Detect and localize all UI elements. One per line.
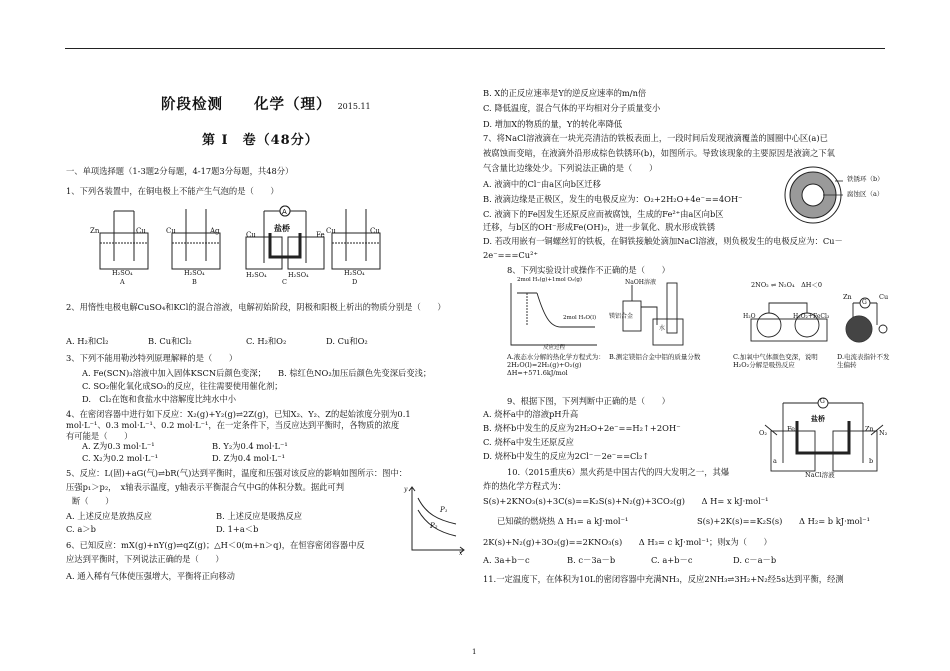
q2-option-b: B. Cu和Cl₂ bbox=[148, 336, 192, 346]
question-7-line-2: 被腐蚀而变暗，在液滴外沿形成棕色铁锈环(b)，如图所示。导致该现象的主要原因是液滴之下氧 bbox=[483, 148, 835, 158]
q7-droplet-drawing bbox=[783, 165, 843, 225]
q8-b-water-label: 水 bbox=[659, 325, 666, 332]
q6-option-b: B. X的正反应速率是Y的逆反应速率的m/n倍 bbox=[483, 88, 647, 98]
title-text: 阶段检测 化学（理） bbox=[161, 96, 332, 113]
q8-caption-d: D.电流表指针不发生偏转 bbox=[837, 353, 890, 370]
q5-figure bbox=[404, 486, 466, 558]
q8-b-naoh-label: NaOH溶液 bbox=[625, 279, 656, 286]
q1-d-electrode-1: Cu bbox=[326, 227, 336, 235]
q7-option-c-line-2: 迁移，与b区的OH⁻形成Fe(OH)₂，进一步氧化、脱水形成铁锈 bbox=[483, 222, 716, 232]
q7-option-c-line-1: C. 液滴下的Fe因发生还原反应而被腐蚀，生成的Fe²⁺由a区向b区 bbox=[483, 209, 724, 219]
q8-d-galvanometer-label: G bbox=[862, 299, 867, 306]
paper-title bbox=[161, 96, 371, 114]
q1-solution-c1: H₂SO₄ bbox=[246, 271, 267, 279]
q1-a-electrode-1: Zn bbox=[90, 227, 100, 235]
q6-option-a: A. 通入稀有气体使压强增大，平衡将正向移动 bbox=[66, 571, 235, 581]
q9-salt-bridge-label: 盐桥 bbox=[811, 414, 825, 423]
svg-text:A: A bbox=[282, 208, 287, 216]
page-number: 1 bbox=[472, 648, 477, 656]
q7-option-b: B. 液滴边缘是正极区，发生的电极反应为：O₂+2H₂O+4e⁻==4OH⁻ bbox=[483, 194, 743, 204]
q9-option-a: A. 烧杯a中的溶液pH升高 bbox=[483, 409, 579, 419]
q3-option-b: B. 棕红色NO₂加压后颜色先变深后变浅； bbox=[278, 368, 432, 378]
question-10-line-2: 炸的热化学方程式为： bbox=[483, 481, 566, 491]
q9-option-c: C. 烧杯a中发生还原反应 bbox=[483, 437, 574, 447]
q8-a-bottom-level: 2mol H₂O(l) bbox=[563, 315, 597, 321]
q7-option-d-line-1: D. 若改用嵌有一铜螺丝钉的铁板，在铜铁接触处滴加NaCl溶液，则负极发生的电极反应为：Cu－ bbox=[483, 236, 843, 246]
question-5-line-1: 5、反应：L(固)+aG(气)⇌bR(气)达到平衡时，温度和压强对该反应的影响如图所示：图中： bbox=[66, 468, 408, 478]
q4-option-d: D. Z为0.4 mol·L⁻¹ bbox=[212, 453, 285, 463]
question-9: 9、根据下图，下列判断中正确的是（ ） bbox=[507, 396, 670, 406]
q8-c-peroxide-label: H₂O₂+FeCl₃ bbox=[793, 313, 830, 320]
q1-figure bbox=[90, 203, 396, 287]
q9-zn-label: Zn bbox=[865, 425, 874, 433]
q5-option-d: D. 1+a＜b bbox=[216, 524, 259, 534]
q5-curve-label-1: P₁ bbox=[440, 506, 448, 514]
q8-figure bbox=[507, 279, 888, 384]
question-1: 1、下列各装置中，在铜电极上不能产生气泡的是（ ） bbox=[66, 186, 279, 196]
question-6-line-2: 应达到平衡时，下列说法正确的是（ ） bbox=[66, 554, 224, 564]
q1-d-electrode-2: Cu bbox=[370, 227, 380, 235]
q8-caption-b: B.测定镁铝合金中铝的质量分数 bbox=[609, 353, 701, 361]
q2-option-c: C. H₂和O₂ bbox=[246, 336, 287, 346]
q4-option-b: B. Y₂为0.4 mol·L⁻¹ bbox=[212, 441, 288, 451]
q1-solution-a: H₂SO₄ bbox=[112, 269, 133, 277]
q3-option-a: A. Fe(SCN)₃溶液中加入固体KSCN后颜色变深； bbox=[82, 368, 266, 378]
question-7-line-3: 气含量比边缘处少。下列说法正确的是（ ） bbox=[483, 163, 658, 173]
question-11: 11.一定温度下，在体积为10L的密闭容器中充满NH₃，反应2NH₃⇌3H₂+N₂经5s达到平衡，经测 bbox=[483, 574, 844, 584]
q1-b-electrode-1: Cu bbox=[166, 227, 176, 235]
q1-a-electrode-2: Cu bbox=[136, 227, 146, 235]
q8-a-top-level: 2mol H₂(g)+1mol O₂(g) bbox=[517, 277, 583, 283]
q8-b-alloy-label: 镁铝合金 bbox=[609, 313, 634, 320]
q7-corrosion-zone-label: 腐蚀区（a） bbox=[847, 190, 884, 198]
q4-option-a: A. Z为0.3 mol·L⁻¹ bbox=[82, 441, 155, 451]
title-date: 2015.11 bbox=[337, 102, 371, 111]
q1-b-electrode-2: Ag bbox=[210, 227, 220, 235]
q8-caption-c: C.加氧中气体颜色变深，说明H₂O₂分解是吸热反应 bbox=[733, 353, 818, 370]
question-5-line-2: 压强p₁＞p₂， x轴表示温度，y轴表示平衡混合气中G的体积分数。据此可判 bbox=[66, 482, 345, 492]
q9-option-b: B. 烧杯b中发生的反应为2H₂O+2e⁻==H₂↑+2OH⁻ bbox=[483, 423, 681, 433]
question-10-line-1: 10.（2015重庆6）黑火药是中国古代的四大发明之一，其爆 bbox=[507, 467, 730, 477]
q8-d-zn-label: Zn bbox=[843, 293, 852, 301]
q8-c-water-label: H₂O bbox=[743, 313, 756, 320]
q3-option-d: D. Cl₂在饱和食盐水中溶解度比纯水中小 bbox=[82, 394, 237, 404]
q10-option-d: D. c－a－b bbox=[733, 555, 777, 565]
q10-option-c: C. a+b－c bbox=[651, 555, 693, 565]
q10-option-a: A. 3a+b－c bbox=[483, 555, 530, 565]
q7-rust-ring-label: 铁锈环（b） bbox=[847, 175, 884, 183]
q1-solution-d: H₂SO₄ bbox=[344, 269, 365, 277]
q5-option-c: C. a＞b bbox=[66, 524, 96, 534]
q10-equation-2a: 已知碳的燃烧热 Δ H₁= a kJ·mol⁻¹ bbox=[497, 516, 629, 526]
q1-c-electrode-1: Cu bbox=[246, 231, 256, 239]
q1-letter-b: B bbox=[192, 278, 197, 286]
question-3: 3、下列不能用勒沙特列原理解释的是（ ） bbox=[66, 353, 238, 363]
q10-equation-2b: S(s)+2K(s)==K₂S(s) Δ H₂= b kJ·mol⁻¹ bbox=[697, 516, 870, 526]
q8-d-cu-label: Cu bbox=[879, 293, 889, 301]
question-8: 8、下列实验设计或操作不正确的是（ ） bbox=[507, 265, 670, 275]
q1-salt-bridge-label: 盐桥 bbox=[274, 223, 290, 233]
q1-solution-b: H₂SO₄ bbox=[184, 269, 205, 277]
section-heading: 第 Ⅰ 卷（48分） bbox=[202, 133, 319, 148]
q1-c-electrode-2: Fe bbox=[316, 231, 325, 239]
q1-letter-d: D bbox=[352, 278, 358, 286]
q9-galvanometer-label: G bbox=[820, 398, 825, 405]
q9-nitrogen-label: N₂ bbox=[879, 429, 888, 437]
q9-cell-drawing bbox=[759, 397, 889, 481]
q8-a-axis-label: 反应过程 bbox=[543, 345, 566, 351]
q9-beaker-b-label: b bbox=[869, 457, 874, 465]
q6-option-d: D. 增加X的物质的量，Y的转化率降低 bbox=[483, 119, 623, 129]
q1-solution-c2: H₂SO₄ bbox=[288, 271, 309, 279]
q1-letter-c: C bbox=[282, 278, 287, 286]
q2-option-d: D. Cu和O₂ bbox=[326, 336, 368, 346]
q9-nacl-label: NaCl溶液 bbox=[805, 471, 835, 479]
question-2: 2、用惰性电极电解CuSO₄和KCl的混合溶液，电解初始阶段，阴极和阳极上析出的物质分别是（ ） bbox=[66, 302, 446, 312]
question-4-line-3: 有可能是（ ） bbox=[66, 431, 133, 441]
q3-option-c: C. SO₂催化氧化成SO₃的反应，往往需要使用催化剂； bbox=[82, 381, 283, 391]
q7-figure bbox=[783, 165, 884, 225]
q9-figure bbox=[759, 397, 889, 481]
q10-equation-1: S(s)+2KNO₃(s)+3C(s)==K₂S(s)+N₂(g)+3CO₂(g) Δ H= x kJ·mol⁻¹ bbox=[483, 496, 769, 506]
q7-option-a: A. 液滴中的Cl⁻由a区向b区迁移 bbox=[483, 179, 601, 189]
question-4-line-1: 4、在密闭容器中进行如下反应：X₂(g)+Y₂(g)⇌2Z(g)，已知X₂、Y₂、Z的起始浓度分别为0.1 bbox=[66, 409, 411, 419]
q1-letter-a: A bbox=[120, 278, 125, 286]
q10-equation-3: 2K(s)+N₂(g)+3O₂(g)==2KNO₃(s) Δ H₃= c kJ·mol⁻¹；则x为（ ） bbox=[483, 537, 772, 547]
q9-fe-label: Fe bbox=[787, 425, 796, 433]
q4-option-c: C. X₂为0.2 mol·L⁻¹ bbox=[82, 453, 159, 463]
q8-c-equilibrium-label: 2NO₂ ⇌ N₂O₄ ΔH＜0 bbox=[751, 281, 823, 289]
q5-axis-x: x bbox=[459, 550, 463, 557]
q5-axis-y: y bbox=[404, 486, 408, 493]
question-7-line-1: 7、将NaCl溶液滴在一块光亮清洁的铁板表面上，一段时间后发现液滴覆盖的圆圈中心区(a)已 bbox=[483, 133, 828, 143]
q5-option-b: B. 上述反应是吸热反应 bbox=[216, 511, 303, 521]
question-5-line-3: 断（ ） bbox=[72, 496, 114, 506]
q7-option-d-line-2: 2e⁻===Cu²⁺ bbox=[483, 250, 538, 260]
q9-option-d: D. 烧杯b中发生的反应为2Cl⁻－2e⁻==Cl₂↑ bbox=[483, 451, 650, 461]
q6-option-c: C. 降低温度，混合气体的平均相对分子质量变小 bbox=[483, 103, 661, 113]
q5-curve-label-2: P₂ bbox=[430, 522, 438, 530]
q8-caption-a: A.液态水分解的热化学方程式为：2H₂O(l)=2H₂(g)+O₂(g) ΔH=+571.6kJ/mol bbox=[507, 353, 605, 378]
q9-beaker-a-label: a bbox=[773, 457, 777, 465]
question-4-line-2: mol·L⁻¹、0.3 mol·L⁻¹、0.2 mol·L⁻¹，在一定条件下，当反应达到平衡时，各物质的浓度 bbox=[66, 420, 400, 430]
header-rule bbox=[65, 48, 885, 49]
instructions: 一、单项选择题（1-3题2分每题，4-17题3分每题，共48分） bbox=[66, 166, 294, 176]
q5-option-a: A. 上述反应是放热反应 bbox=[66, 511, 152, 521]
q2-option-a: A. H₂和Cl₂ bbox=[66, 336, 109, 346]
q10-option-b: B. c－3a－b bbox=[567, 555, 616, 565]
q9-oxygen-label: O₂ bbox=[759, 429, 767, 437]
question-6-line-1: 6、已知反应：mX(g)+nY(g)⇌qZ(g)；△H＜0(m+n＞q)，在恒容密闭容器中反 bbox=[66, 540, 365, 550]
